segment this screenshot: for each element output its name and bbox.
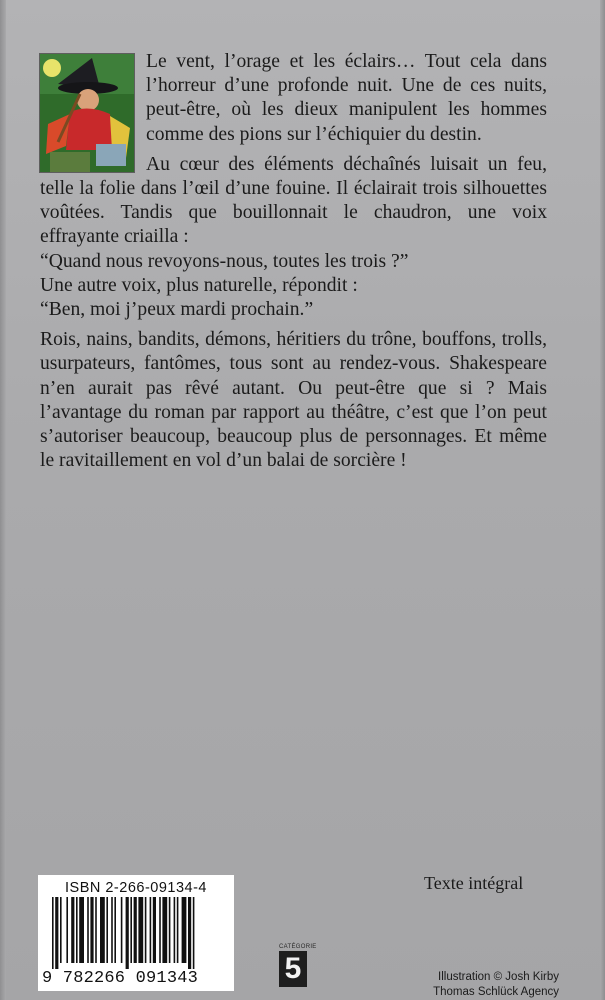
- barcode-bar: [66, 897, 68, 963]
- barcode-bar: [55, 897, 58, 969]
- barcode-bar: [162, 897, 167, 963]
- barcode-bar: [126, 897, 129, 969]
- barcode-bar: [90, 897, 93, 963]
- barcode-bar: [87, 897, 89, 963]
- credit-agency: Thomas Schlück Agency: [433, 986, 559, 998]
- barcode-bar: [134, 897, 137, 963]
- blurb-paragraph-2: Au cœur des éléments déchaînés luisait un feu, telle la folie dans l’œil d’une fouine. Il éclairait trois silhouettes voûtées. Tandis que bouillonnait le chaudron, une voix effrayante criailla :: [40, 153, 547, 248]
- barcode-block: [38, 875, 234, 991]
- barcode-bar: [169, 897, 171, 963]
- barcode-bar: [121, 897, 123, 963]
- barcode-bar: [95, 897, 97, 963]
- barcode-bar: [138, 897, 143, 963]
- category-label: CATÉGORIE: [279, 944, 317, 950]
- barcode-bar: [150, 897, 152, 963]
- blurb-reply-intro: Une autre voix, plus naturelle, répondit :: [40, 274, 358, 296]
- category-number: 5: [279, 951, 307, 987]
- barcode-bar: [60, 897, 62, 963]
- barcode-bar: [79, 897, 84, 963]
- barcode-bar: [114, 897, 116, 963]
- isbn-text: ISBN 2-266-09134-4: [65, 880, 207, 896]
- barcode-bar: [177, 897, 179, 963]
- blurb-quote-1: “Quand nous revoyons-nous, toutes les trois ?”: [40, 250, 409, 272]
- illustration-credits: [399, 970, 559, 1000]
- barcode-bar: [52, 897, 54, 969]
- barcode-bar: [111, 897, 113, 963]
- cover-illustration-thumbnail: [40, 54, 134, 172]
- barcode-bar: [159, 897, 161, 963]
- barcode-bars: [38, 897, 234, 969]
- cover-edge-right: [600, 0, 605, 1000]
- blurb-paragraph-3: Rois, nains, bandits, démons, héritiers du trône, bouffons, trolls, usurpateurs, fantômes, tous sont au rendez-vous. Shakespeare n’en aurait pas rêvé autant. Ou peut-être que si ? Mais l’avantage du roman par rapport au théâtre, c’est que l’on peut s’autoriser beaucoup, beaucoup plus de personnages. Et même le ravitaillement en vol d’un balai de sorcière !: [40, 329, 547, 472]
- credit-illustration: Illustration © Josh Kirby: [438, 971, 559, 983]
- blurb-text: [40, 50, 547, 473]
- barcode-bar: [76, 897, 78, 963]
- ean-digits: 9 782266 091343: [42, 969, 199, 988]
- barcode-bar: [182, 897, 187, 963]
- barcode-bar: [145, 897, 147, 963]
- texte-integral-label: Texte intégral: [424, 873, 524, 893]
- barcode-bar: [153, 897, 156, 963]
- barcode-bar: [174, 897, 176, 963]
- blurb-paragraph-1: Le vent, l’orage et les éclairs… Tout cela dans l’horreur d’une profonde nuit. Une de ces nuits, peut-être, où les dieux manipulent les hommes comme des pions sur l’échiquier du destin.: [146, 51, 547, 145]
- barcode-bar: [100, 897, 105, 963]
- category-badge: [279, 944, 317, 987]
- barcode-bar: [71, 897, 74, 963]
- barcode-bar: [188, 897, 191, 969]
- blurb-quote-2: “Ben, moi j’peux mardi prochain.”: [40, 299, 314, 321]
- barcode-bar: [106, 897, 108, 963]
- cover-edge-left: [0, 0, 6, 1000]
- barcode-bar: [193, 897, 195, 969]
- barcode-bar: [130, 897, 132, 963]
